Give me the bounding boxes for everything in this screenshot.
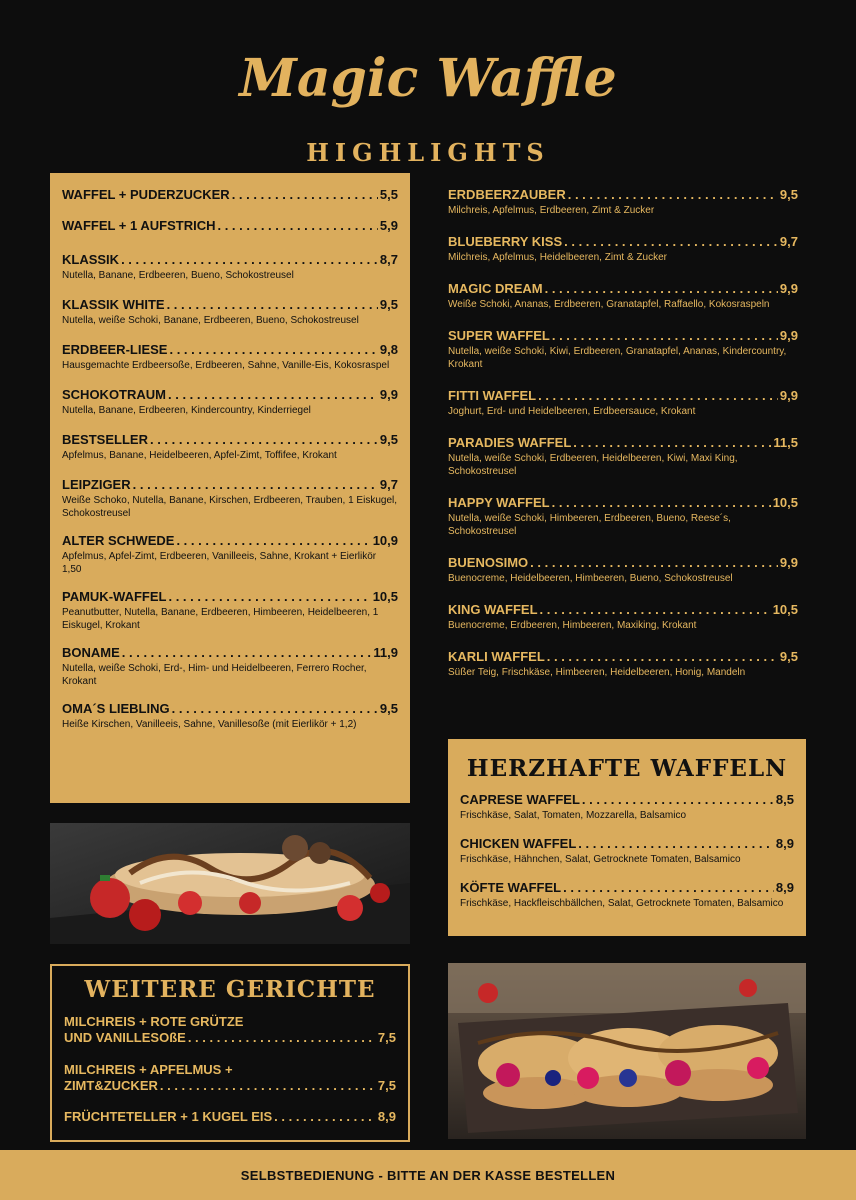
item-price: 5,5 <box>379 187 398 202</box>
item-price: 9,8 <box>379 342 398 357</box>
item-description: Buenocreme, Erdbeeren, Himbeeren, Maxiking, Krokant <box>448 620 697 631</box>
dot-leader <box>563 880 774 896</box>
waffle-photo-strawberries <box>50 823 410 944</box>
section-heading-highlights: HIGHLIGHTS <box>306 138 550 167</box>
dot-leader <box>545 281 778 297</box>
item-price: 9,9 <box>779 388 798 403</box>
dot-leader <box>232 187 378 203</box>
menu-item <box>62 701 398 731</box>
menu-item <box>460 836 794 866</box>
menu-item <box>62 589 398 632</box>
section-title: HERZHAFTE WAFFELN <box>466 755 788 782</box>
dot-leader <box>552 328 778 344</box>
item-name: KLASSIK WHITE <box>62 297 165 312</box>
item-description: Milchreis, Apfelmus, Heidelbeeren, Zimt & Zucker <box>448 252 667 263</box>
item-price: 9,9 <box>779 555 798 570</box>
menu-item <box>448 649 798 679</box>
item-description: Milchreis, Apfelmus, Erdbeeren, Zimt & Zucker <box>448 205 655 216</box>
item-price: 9,9 <box>779 281 798 296</box>
item-description: Nutella, weiße Schoki, Kiwi, Erdbeeren, Granatapfel, Ananas, Kindercountry, Krokant <box>448 346 787 370</box>
item-name: HAPPY WAFFEL <box>448 495 550 510</box>
dot-leader <box>217 218 377 234</box>
dot-leader <box>172 701 378 717</box>
item-name: ALTER SCHWEDE <box>62 533 175 548</box>
menu-item <box>448 495 798 538</box>
item-price: 10,5 <box>372 589 398 604</box>
weitere-gerichte-panel <box>50 964 410 1142</box>
herzhafte-waffeln-panel <box>448 739 806 936</box>
page-title: Magic Waffle <box>239 48 617 109</box>
item-description: Nutella, Banane, Erdbeeren, Kindercountry, Kinderriegel <box>62 405 311 416</box>
item-name: BLUEBERRY KISS <box>448 234 563 249</box>
item-name: WAFFEL + 1 AUFSTRICH <box>62 218 216 233</box>
menu-item <box>460 880 794 910</box>
dot-leader <box>188 1030 376 1046</box>
item-name: CAPRESE WAFFEL <box>460 792 580 807</box>
item-description: Frischkäse, Hackfleischbällchen, Salat, Getrocknete Tomaten, Balsamico <box>460 898 784 909</box>
menu-item <box>64 1109 396 1125</box>
item-name: ZIMT&ZUCKER <box>64 1078 158 1093</box>
item-description: Frischkäse, Hähnchen, Salat, Getrocknete Tomaten, Balsamico <box>460 854 741 865</box>
dot-leader <box>168 589 370 605</box>
footer-banner: SELBSTBEDIENUNG - BITTE AN DER KASSE BESTELLEN <box>0 1150 856 1200</box>
item-price: 8,9 <box>775 836 794 851</box>
dot-leader <box>168 387 378 403</box>
item-price: 9,9 <box>779 328 798 343</box>
item-name: CHICKEN WAFFEL <box>460 836 577 851</box>
item-price: 11,9 <box>373 645 398 660</box>
item-name-line: MILCHREIS + APFELMUS + <box>64 1062 233 1077</box>
item-description: Nutella, weiße Schoki, Banane, Erdbeeren, Bueno, Schokostreusel <box>62 315 359 326</box>
item-name: KING WAFFEL <box>448 602 538 617</box>
dot-leader <box>568 187 778 203</box>
item-name-line: MILCHREIS + ROTE GRÜTZE <box>64 1014 244 1029</box>
item-description: Buenocreme, Heidelbeeren, Himbeeren, Bueno, Schokostreusel <box>448 573 733 584</box>
item-name: PAMUK-WAFFEL <box>62 589 167 604</box>
menu-item <box>448 234 798 264</box>
menu-item <box>448 602 798 632</box>
item-price: 9,5 <box>379 297 398 312</box>
item-name: ERDBEER-LIESE <box>62 342 168 357</box>
item-name: SUPER WAFFEL <box>448 328 550 343</box>
item-name: MAGIC DREAM <box>448 281 543 296</box>
item-description: Peanutbutter, Nutella, Banane, Erdbeeren, Himbeeren, Heidelbeeren, 1 Eiskugel, Krokant <box>62 607 379 631</box>
item-name: LEIPZIGER <box>62 477 131 492</box>
highlights-left-panel <box>50 173 410 803</box>
item-name: ERDBEERZAUBER <box>448 187 566 202</box>
waffle-photo-raspberries <box>448 963 806 1139</box>
dot-leader <box>176 533 370 549</box>
item-description: Nutella, Banane, Erdbeeren, Bueno, Schokostreusel <box>62 270 294 281</box>
menu-item <box>64 1013 396 1046</box>
dot-leader <box>167 297 378 313</box>
menu-item <box>62 187 398 203</box>
item-name: BUENOSIMO <box>448 555 529 570</box>
menu-item <box>448 435 798 478</box>
item-description: Nutella, weiße Schoki, Erdbeeren, Heidelbeeren, Kiwi, Maxi King, Schokostreusel <box>448 453 738 477</box>
menu-item <box>448 328 798 371</box>
menu-item <box>448 187 798 217</box>
item-price: 8,5 <box>775 792 794 807</box>
dot-leader <box>564 234 778 250</box>
item-name: PARADIES WAFFEL <box>448 435 572 450</box>
dot-leader <box>274 1109 376 1125</box>
item-description: Weiße Schoko, Nutella, Banane, Kirschen, Erdbeeren, Trauben, 1 Eiskugel, Schokostreusel <box>62 495 398 519</box>
item-price: 10,9 <box>372 533 398 548</box>
menu-item <box>64 1061 396 1094</box>
item-name: BESTSELLER <box>62 432 148 447</box>
dot-leader <box>530 555 778 571</box>
item-price: 7,5 <box>377 1078 396 1093</box>
menu-item <box>448 555 798 585</box>
item-name: KLASSIK <box>62 252 120 267</box>
item-name: WAFFEL + PUDERZUCKER <box>62 187 230 202</box>
item-description: Joghurt, Erd- und Heidelbeeren, Erdbeersauce, Krokant <box>448 406 696 417</box>
dot-leader <box>121 252 378 268</box>
item-description: Nutella, weiße Schoki, Himbeeren, Erdbeeren, Bueno, Reese´s, Schokostreusel <box>448 513 731 537</box>
dot-leader <box>150 432 378 448</box>
dot-leader <box>540 602 771 618</box>
item-description: Weiße Schoki, Ananas, Erdbeeren, Granatapfel, Raffaello, Kokosraspeln <box>448 299 770 310</box>
dot-leader <box>573 435 771 451</box>
item-name: SCHOKOTRAUM <box>62 387 166 402</box>
item-price: 9,7 <box>779 234 798 249</box>
item-price: 8,9 <box>377 1109 396 1124</box>
dot-leader <box>582 792 774 808</box>
item-price: 8,7 <box>379 252 398 267</box>
menu-item <box>62 645 398 688</box>
item-price: 9,7 <box>379 477 398 492</box>
highlights-right-list <box>448 187 798 696</box>
item-price: 10,5 <box>772 495 798 510</box>
item-description: Heiße Kirschen, Vanilleeis, Sahne, Vanillesoße (mit Eierlikör + 1,2) <box>62 719 357 730</box>
menu-item <box>448 388 798 418</box>
dot-leader <box>133 477 378 493</box>
menu-item <box>448 281 798 311</box>
item-name: FRÜCHTETELLER + 1 KUGEL EIS <box>64 1109 273 1124</box>
dot-leader <box>122 645 372 661</box>
item-description: Apfelmus, Apfel-Zimt, Erdbeeren, Vanilleeis, Sahne, Krokant + Eierlikör 1,50 <box>62 551 377 575</box>
item-name: OMA´S LIEBLING <box>62 701 170 716</box>
menu-item <box>62 432 398 462</box>
item-name: KARLI WAFFEL <box>448 649 545 664</box>
item-price: 9,9 <box>379 387 398 402</box>
item-description: Süßer Teig, Frischkäse, Himbeeren, Heidelbeeren, Honig, Mandeln <box>448 667 746 678</box>
menu-item <box>62 218 398 234</box>
item-price: 7,5 <box>377 1030 396 1045</box>
item-name: UND VANILLESOßE <box>64 1030 186 1045</box>
menu-item <box>62 477 398 520</box>
item-price: 5,9 <box>379 218 398 233</box>
section-title: WEITERE GERICHTE <box>84 976 376 1003</box>
menu-item <box>460 792 794 822</box>
item-description: Frischkäse, Salat, Tomaten, Mozzarella, Balsamico <box>460 810 687 821</box>
menu-item <box>62 342 398 372</box>
item-price: 10,5 <box>772 602 798 617</box>
item-price: 8,9 <box>775 880 794 895</box>
item-description: Hausgemachte Erdbeersoße, Erdbeeren, Sahne, Vanille-Eis, Kokosraspel <box>62 360 390 371</box>
menu-item <box>62 387 398 417</box>
item-price: 9,5 <box>779 187 798 202</box>
item-name: FITTI WAFFEL <box>448 388 537 403</box>
dot-leader <box>547 649 778 665</box>
menu-item <box>62 297 398 327</box>
dot-leader <box>552 495 771 511</box>
item-price: 9,5 <box>379 432 398 447</box>
menu-item <box>62 533 398 576</box>
dot-leader <box>169 342 377 358</box>
item-price: 11,5 <box>773 435 798 450</box>
dot-leader <box>160 1078 376 1094</box>
menu-item <box>62 252 398 282</box>
item-description: Nutella, weiße Schoki, Erd-, Him- und Heidelbeeren, Ferrero Rocher, Krokant <box>62 663 367 687</box>
item-name: KÖFTE WAFFEL <box>460 880 562 895</box>
item-description: Apfelmus, Banane, Heidelbeeren, Apfel-Zimt, Toffifee, Krokant <box>62 450 337 461</box>
item-name: BONAME <box>62 645 120 660</box>
item-price: 9,5 <box>379 701 398 716</box>
dot-leader <box>538 388 778 404</box>
dot-leader <box>578 836 774 852</box>
item-price: 9,5 <box>779 649 798 664</box>
